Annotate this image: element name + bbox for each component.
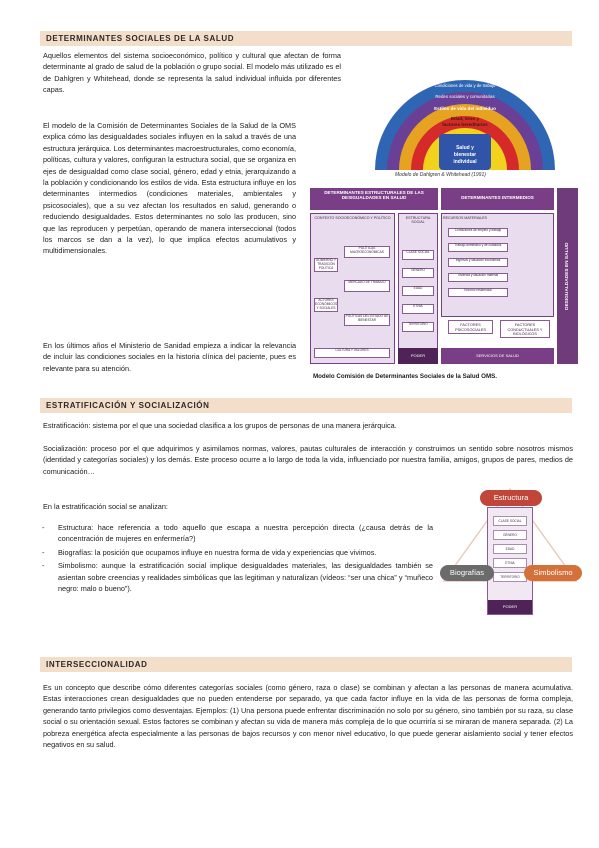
context-item-culture: CULTURA Y VALORES [314, 348, 390, 358]
cell-power: PODER [488, 600, 532, 614]
paragraph-stratification: Estratificación: sistema por el que una sociedad clasifica a los grupos de personas de una manera jerárquica. [43, 421, 397, 430]
dahlgren-whitehead-figure [365, 52, 565, 182]
paragraph-intersectionality: Es un concepto que describe cómo diferentes categorías sociales (como género, raza o clase) se combinan y afectan a las personas de manera acumulativa. Estas interacciones crean desigualdades que no pueden entenderse por separado, ya que cada factor influye en la vida de las personas de forma compleja, generando tanto privilegios como desventajas. Ejemplos: (1) Una persona puede enfrentar discriminación no solo por su género, sino también por su raza, su clase social o su orientación sexual. Estos factores se combinan y afectan su vida de manera más compleja de lo que ocurriría si se miraran de manera separada. (2) La pobreza energética afecta especialmente a las personas de bajos recursos y con menor nivel educativo, lo que puede generar aislamiento social y tener efectos negativos en su salud. [43, 683, 573, 750]
header-structural: DETERMINANTES ESTRUCTURALES DE LAS DESIGUALDADES EN SALUD [310, 188, 438, 210]
pill-structure: Estructura [480, 490, 542, 506]
cell-class: CLASE SOCIAL [493, 516, 527, 526]
header-intermediate: DETERMINANTES INTERMEDIOS [441, 188, 554, 210]
stratification-figure [436, 481, 586, 621]
section-header-determinantes: DETERMINANTES SOCIALES DE LA SALUD [40, 31, 572, 46]
svg-text:Salud y: Salud y [456, 145, 474, 151]
cell-ethnicity: ETNIA [493, 558, 527, 568]
material-item-domestic: Trabajo doméstico y de cuidados [448, 243, 508, 252]
paragraph-oms-model: El modelo de la Comisión de Determinantes Sociales de la Salud de la OMS explica cómo las desigualdades sociales influyen en la salud a través de una estructura jerárquica. Los determinantes macroestructurales, como economía, políticas, cultura y valores, configuran la estructura social, que se organiza en ejes de desigualdad como clase social, género, edad y etnia, jerarquizando a la población y condicionando los estilos de vida. Esta estructura influye en los determinantes intermedios (condiciones materiales, ambientales y psicosociales), que a su vez afectan los resultados en salud, generando o reduciendo desigualdades. Estos determinantes no solo las producen, sino que las reproducen y perpetúan, operando de manera interseccional (todos los marcos se dan a la vez), lo que implica efectos acumulativos y multidimensionales. [43, 121, 296, 256]
context-item-actors: ACTORES ECONÓMICOS Y SOCIALES [314, 298, 338, 312]
svg-text:Condiciones socioeconómicas, c: Condiciones socioeconómicas, culturales [426, 71, 504, 76]
svg-text:bienestar: bienestar [453, 152, 477, 158]
context-item-labour: MERCADO DE TRABAJO [344, 280, 390, 292]
list-item-structure: - Estructura: hace referencia a todo aquello que escapa a nuestra percepción directa (¿causa detrás de la concentración de mujeres en enfermería?) [40, 522, 433, 545]
svg-text:factores hereditarios: factores hereditarios [442, 122, 488, 127]
svg-text:individual: individual [453, 159, 477, 165]
structure-item-ethnicity: ETNIA [402, 304, 434, 314]
dahlgren-caption: Modelo de Dahlgren & Whitehead (1991) [395, 172, 486, 178]
context-item-welfare: POLÍTICAS DEL ESTADO DE BIENESTAR [344, 314, 390, 326]
context-item-macro: POLÍTICAS MACROECONÓMICAS [344, 246, 390, 258]
material-item-housing: Vivienda y situación material [448, 273, 508, 282]
structure-column [487, 507, 533, 615]
svg-text:Estilos de vida del individuo: Estilos de vida del individuo [434, 106, 496, 111]
psychosocial-box: FACTORES PSICOSOCIALES [448, 320, 493, 334]
paragraph-socialization: Socialización: proceso por el que adquirimos y asimilamos normas, valores, pautas culturales de interacción y construimos un sentido sobre nosotros mismos (identidad y categorías sociales) y los demás. Este proceso ocurre a lo largo de toda la vida, influenciado por nuestra familia, amigos, grupos de pares, medios de comunicación… [43, 444, 573, 476]
list-item-symbolism: - Simbolismo: aunque la estratificación social implique desigualdades materiales, las desigualdades también se asientan sobre creencias y realidades simbólicas que las legitiman y naturalizan (vídeos: “ser una chica” y “muñeco negro: malo o bueno”). [40, 560, 433, 594]
structure-label: ESTRUCTURA SOCIAL [405, 216, 431, 225]
material-item-income: Ingresos y situación económica [448, 258, 508, 267]
cell-territory: TERRITORIO [493, 572, 527, 582]
power-box: PODER [398, 348, 438, 364]
material-label: RECURSOS MATERIALES [443, 216, 487, 220]
svg-text:Edad, sexo y: Edad, sexo y [450, 116, 480, 121]
section-header-estratificacion: ESTRATIFICACIÓN Y SOCIALIZACIÓN [40, 398, 572, 413]
svg-text:Condiciones de vida y de traba: Condiciones de vida y de trabajo [434, 83, 496, 88]
behavioural-box: FACTORES CONDUCTUALES Y BIOLÓGICOS [500, 320, 550, 338]
structure-item-age: EDAD [402, 286, 434, 296]
cell-gender: GÉNERO [493, 530, 527, 540]
pill-symbolism: Simbolismo [524, 565, 582, 581]
cell-age: EDAD [493, 544, 527, 554]
paragraph-analysed: En la estratificación social se analizan: [43, 502, 168, 511]
section-header-interseccionalidad: INTERSECCIONALIDAD [40, 657, 572, 672]
structure-item-territory: TERRITORIO [402, 322, 434, 332]
health-services-box: SERVICIOS DE SALUD [441, 348, 554, 364]
context-label: CONTEXTO SOCIOECONÓMICO Y POLÍTICO [314, 216, 391, 220]
material-item-residential: Entorno residencial [448, 288, 508, 297]
context-item-gov: GOBIERNO Y TRADICIÓN POLÍTICA [314, 258, 338, 272]
oms-model-figure [310, 188, 578, 364]
material-item-employment: Condiciones de empleo y trabajo [448, 228, 508, 237]
paragraph-ministry: En los últimos años el Ministerio de Sanidad empieza a indicar la relevancia de incluir las condiciones sociales en la historia clínica del paciente, pues es relevante para su atención. [43, 341, 296, 373]
structure-item-class: CLASE SOCIAL [402, 250, 434, 260]
structure-item-gender: GÉNERO [402, 268, 434, 278]
oms-caption: Modelo Comisión de Determinantes Sociales de la Salud OMS. [313, 373, 497, 380]
svg-text:Redes sociales y comunitarias: Redes sociales y comunitarias [435, 94, 495, 99]
stratification-list [40, 522, 433, 596]
outcome-inequalities: DESIGUALDADES EN SALUD [557, 188, 578, 364]
list-item-biographies: - Biografías: la posición que ocupamos influye en nuestra forma de vida y experiencias que vivimos. [40, 547, 433, 558]
pill-biographies: Biografías [440, 565, 494, 581]
paragraph-intro: Aquellos elementos del sistema socioeconómico, político y cultural que afectan de forma determinante al grado de salud de la población o grupo social. El modelo más utilizado es el de Dahlgren y Whitehead, donde se representa la salud individual influida por diferentes capas. [43, 51, 341, 95]
